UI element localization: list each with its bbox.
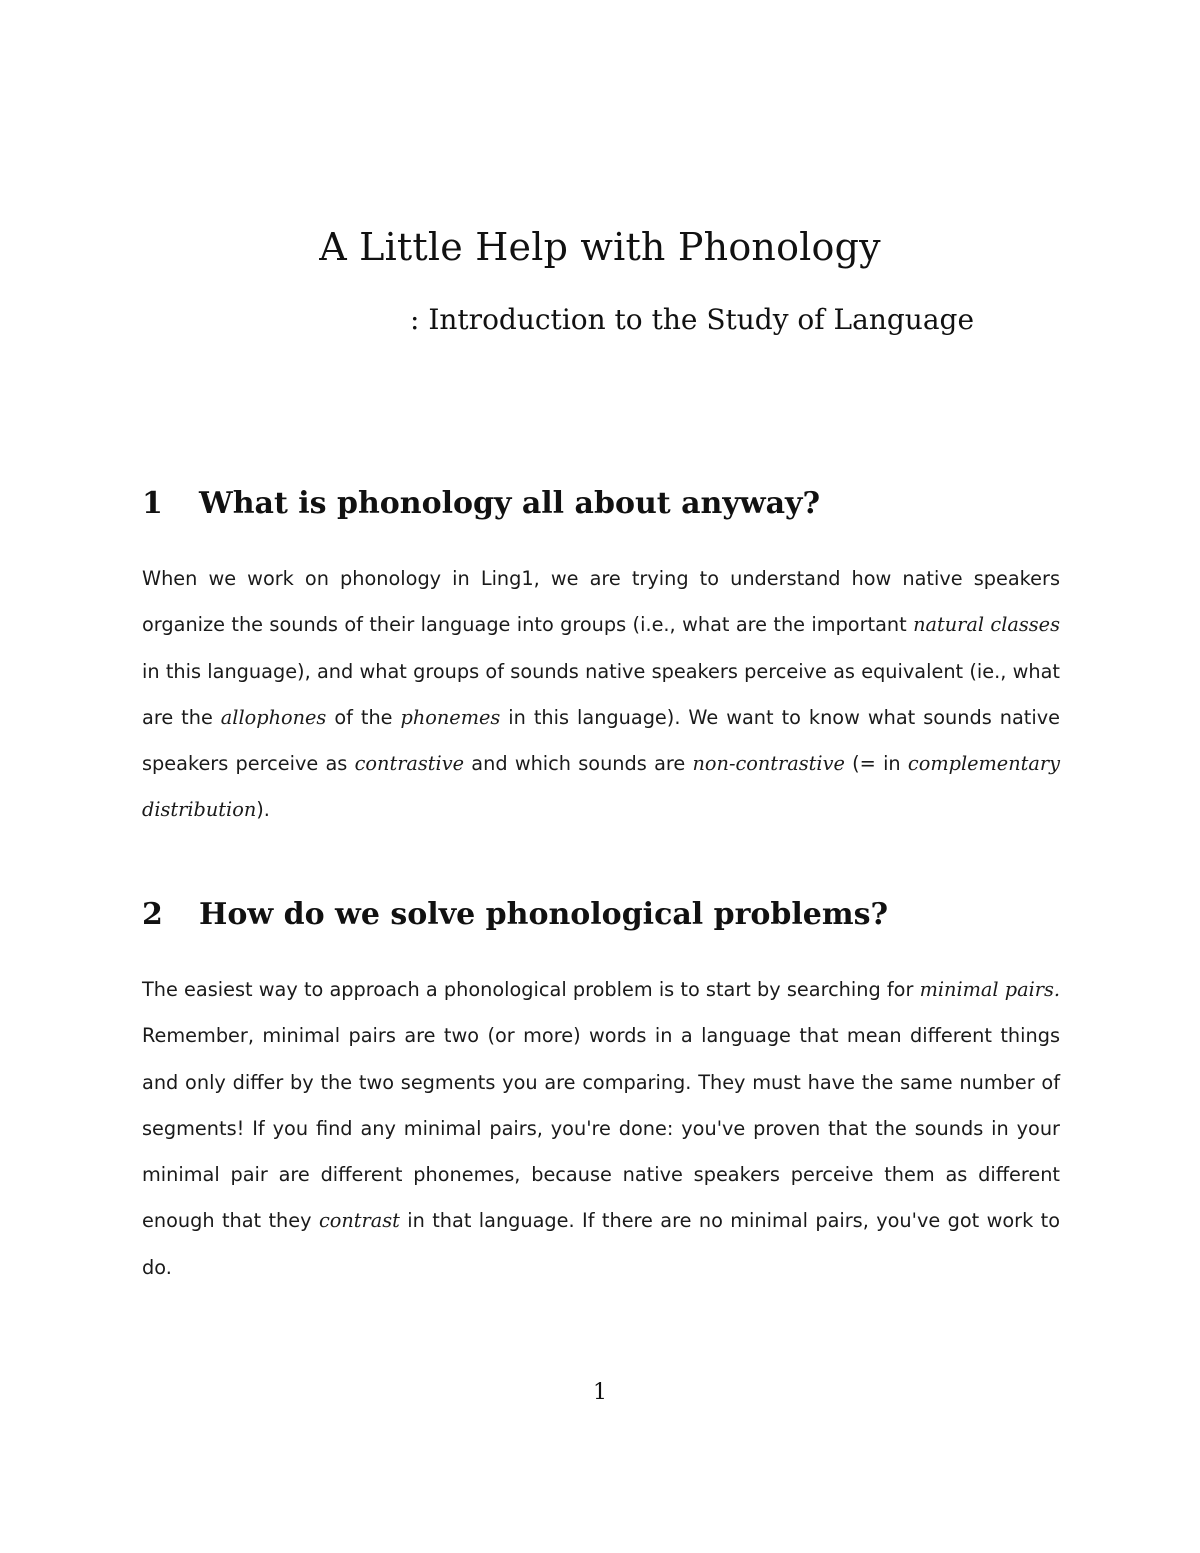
- emphasis-term: contrast: [318, 1209, 400, 1233]
- paragraph-text: in this language), and what groups of sounds native speakers perceive as equivalent (ie., what are the: [142, 659, 1060, 729]
- section-number: 2: [142, 897, 163, 932]
- section-1-heading: [142, 484, 820, 524]
- section-number: 1: [142, 486, 163, 521]
- paragraph-text: When we work on phonology in Ling1, we are trying to understand how native speakers organize the sounds of their language into groups (i.e., what are the important: [142, 567, 1060, 637]
- section-title: What is phonology all about anyway?: [199, 486, 821, 521]
- paragraph-text: ).: [256, 798, 270, 822]
- emphasis-term: phonemes: [400, 705, 501, 729]
- emphasis-term: contrastive: [354, 752, 465, 776]
- emphasis-term: natural classes: [913, 613, 1060, 637]
- paragraph-text: Remember, minimal pairs are two (or more) words in a language that mean different things and only differ by the two segments you are comparing. They must have the same number of segments! If you find any minimal pairs, you're done: you've proven that the sounds in your minimal pair are different phonemes, because native speakers perceive them as different enough that they: [142, 1024, 1060, 1233]
- section-2-paragraph: [142, 967, 1060, 1291]
- emphasis-term: minimal pairs.: [919, 978, 1060, 1001]
- section-1-paragraph: [142, 556, 1060, 834]
- paragraph-text: in that language. If there are no minimal pairs, you've got work to do.: [142, 1209, 1060, 1279]
- document-subtitle: : Introduction to the Study of Language: [410, 303, 975, 336]
- document-title: A Little Help with Phonology: [319, 225, 881, 269]
- paragraph-text: The easiest way to approach a phonological problem is to start by searching for: [142, 978, 920, 1001]
- paragraph-text: of the: [326, 705, 401, 729]
- section-title: How do we solve phonological problems?: [199, 897, 889, 932]
- emphasis-term: non-contrastive: [692, 752, 845, 776]
- section-2-heading: [142, 895, 888, 935]
- paragraph-text: and which sounds are: [464, 752, 693, 776]
- emphasis-term: allophones: [220, 705, 327, 729]
- paragraph-text: (= in: [844, 752, 908, 776]
- emphasis-term: complementary distribution: [142, 752, 1060, 822]
- paragraph-text: in this language). We want to know what sounds native speakers perceive as: [142, 705, 1060, 776]
- page-number: 1: [593, 1380, 607, 1405]
